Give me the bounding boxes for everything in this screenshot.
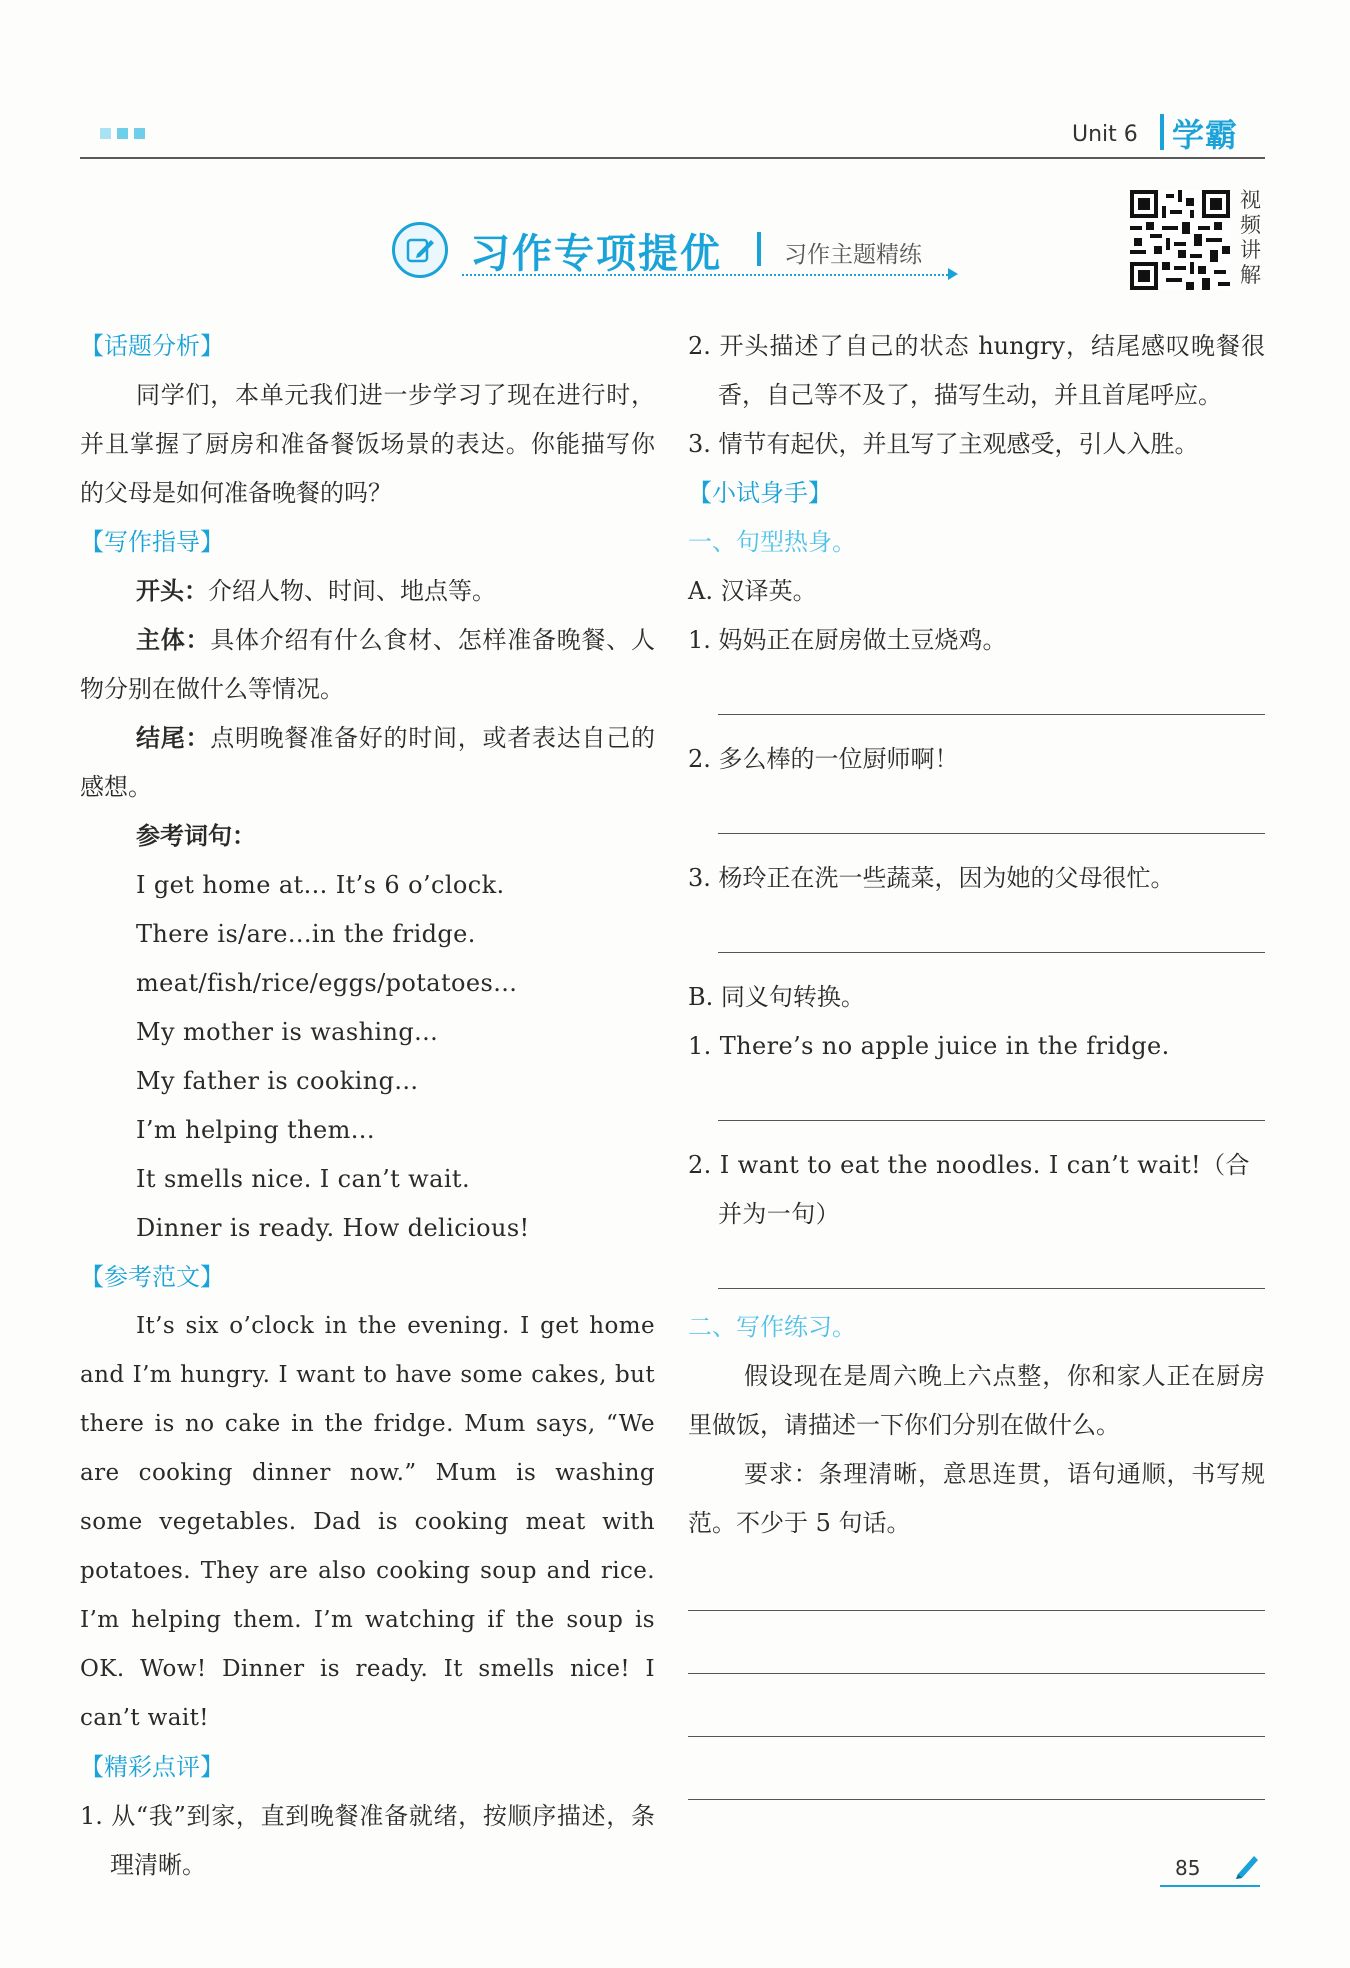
header-decoration bbox=[100, 128, 145, 139]
page-number: 85 bbox=[1175, 1856, 1201, 1880]
answer-line[interactable] bbox=[718, 665, 1265, 715]
practice-heading: 【小试身手】 bbox=[688, 479, 832, 507]
writing-requirements: 要求：条理清晰，意思连贯，语句通顺，书写规范。不少于 5 句话。 bbox=[688, 1460, 1265, 1537]
reference-label: 参考词句： bbox=[136, 822, 256, 850]
footer-rule bbox=[1160, 1885, 1260, 1887]
header-divider bbox=[1160, 114, 1164, 150]
rewrite-item: 2. I want to eat the noodles. I can’t wait!（合并为一句） bbox=[688, 1151, 1250, 1228]
qr-label-char: 视 bbox=[1240, 188, 1261, 212]
guide-opening-label: 开头： bbox=[136, 577, 208, 605]
brand-logo: 学霸 bbox=[1172, 116, 1239, 154]
translate-item: 2. 多么棒的一位厨师啊！ bbox=[688, 745, 959, 773]
guide-ending-text: 点明晚餐准备好的时间，或者表达自己的感想。 bbox=[80, 724, 655, 801]
qr-label-char: 解 bbox=[1240, 263, 1261, 287]
reference-phrase: My mother is washing... bbox=[136, 1018, 439, 1046]
translate-item: 1. 妈妈正在厨房做土豆烧鸡。 bbox=[688, 626, 1007, 654]
answer-line[interactable] bbox=[718, 1071, 1265, 1121]
writing-task: 假设现在是周六晚上六点整，你和家人正在厨房里做饭，请描述一下你们分别在做什么。 bbox=[688, 1362, 1265, 1439]
part-one-heading: 一、句型热身。 bbox=[688, 528, 856, 556]
left-column bbox=[80, 322, 655, 1890]
part-b-label: B. 同义句转换。 bbox=[688, 983, 865, 1011]
topic-text: 同学们，本单元我们进一步学习了现在进行时，并且掌握了厨房和准备餐饭场景的表达。你能描写你的父母是如何准备晚餐的吗？ bbox=[80, 381, 655, 507]
pencil-icon bbox=[1232, 1850, 1262, 1880]
part-two-heading: 二、写作练习。 bbox=[688, 1313, 856, 1341]
reference-phrase: I get home at... It’s 6 o’clock. bbox=[136, 871, 505, 899]
writing-line[interactable] bbox=[688, 1611, 1265, 1674]
guide-opening-text: 介绍人物、时间、地点等。 bbox=[208, 577, 496, 605]
qr-label-char: 讲 bbox=[1240, 238, 1261, 262]
answer-line[interactable] bbox=[718, 784, 1265, 834]
reference-phrase: I’m helping them... bbox=[136, 1116, 375, 1144]
reference-phrase: There is/are...in the fridge. bbox=[136, 920, 476, 948]
guide-body-text: 具体介绍有什么食材、怎样准备晚餐、人物分别在做什么等情况。 bbox=[80, 626, 655, 703]
header-rule bbox=[80, 157, 1265, 159]
guide-opening bbox=[80, 567, 655, 616]
title-divider bbox=[757, 232, 761, 266]
comment-item: 3. 情节有起伏，并且写了主观感受，引人入胜。 bbox=[688, 430, 1199, 458]
qr-label bbox=[1240, 188, 1266, 288]
section-subtitle: 习作主题精练 bbox=[784, 242, 922, 268]
translate-item: 3. 杨玲正在洗一些蔬菜，因为她的父母很忙。 bbox=[688, 864, 1175, 892]
qr-code-icon[interactable] bbox=[1130, 190, 1230, 290]
guide-ending-label: 结尾： bbox=[136, 724, 211, 752]
part-a-label: A. 汉译英。 bbox=[688, 577, 817, 605]
writing-line[interactable] bbox=[688, 1548, 1265, 1611]
unit-label: Unit 6 bbox=[1072, 122, 1138, 147]
guide-ending bbox=[80, 714, 655, 812]
writing-line[interactable] bbox=[688, 1737, 1265, 1800]
answer-line[interactable] bbox=[718, 903, 1265, 953]
reference-phrase: Dinner is ready. How delicious! bbox=[136, 1214, 530, 1242]
guide-heading: 【写作指导】 bbox=[80, 528, 224, 556]
reference-phrase: My father is cooking... bbox=[136, 1067, 419, 1095]
reference-phrase: It smells nice. I can’t wait. bbox=[136, 1165, 470, 1193]
writing-line[interactable] bbox=[688, 1674, 1265, 1737]
guide-body bbox=[80, 616, 655, 714]
arrow-icon bbox=[948, 268, 958, 280]
qr-label-char: 频 bbox=[1240, 213, 1261, 237]
comment-item: 2. 开头描述了自己的状态 hungry，结尾感叹晚餐很香，自己等不及了，描写生动，并且首尾呼应。 bbox=[688, 332, 1265, 409]
reference-phrase: meat/fish/rice/eggs/potatoes... bbox=[136, 969, 518, 997]
right-column bbox=[688, 322, 1265, 1800]
title-underline bbox=[462, 274, 952, 276]
answer-line[interactable] bbox=[718, 1239, 1265, 1289]
topic-heading: 【话题分析】 bbox=[80, 332, 224, 360]
guide-body-label: 主体： bbox=[136, 626, 211, 654]
section-title: 习作专项提优 bbox=[470, 231, 722, 277]
sample-essay: It’s six o’clock in the evening. I get home and I’m hungry. I want to have some cakes, but there is no cake in the fridge. Mum says, “We are cooking dinner now.” Mum is washing some vegetables. Dad is cooking meat with potatoes. They are also cooking soup and rice. I’m helping them. I’m watching if the soup is OK. Wow! Dinner is ready. It smells nice! I can’t wait! bbox=[80, 1313, 655, 1731]
comment-item: 1. 从“我”到家，直到晚餐准备就绪，按顺序描述，条理清晰。 bbox=[80, 1802, 655, 1879]
rewrite-item: 1. There’s no apple juice in the fridge. bbox=[688, 1032, 1170, 1060]
comment-heading: 【精彩点评】 bbox=[80, 1753, 224, 1781]
pencil-note-icon bbox=[392, 222, 448, 278]
essay-heading: 【参考范文】 bbox=[80, 1263, 224, 1291]
